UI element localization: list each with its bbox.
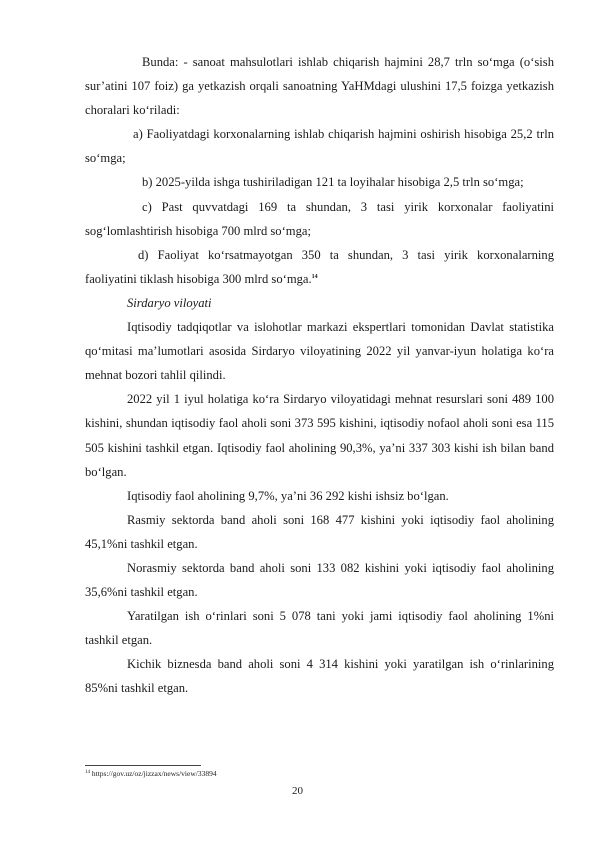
paragraph-small-business: Kichik biznesda band aholi soni 4 314 kishini yoki yaratilgan ish o‘rinlarining 85%ni tashkil etgan. [85, 657, 554, 696]
body-text [85, 50, 554, 701]
footnote-reference: 14 [311, 273, 318, 280]
paragraph-unemployed: Iqtisodiy faol aholining 9,7%, ya’ni 36 292 kishi ishsiz bo‘lgan. [127, 488, 449, 503]
footnote-separator [85, 765, 201, 766]
paragraph-intro: Bunda: - sanoat mahsulotlari ishlab chiqarish hajmini 28,7 trln so‘mga (o‘sish sur’atini 107 foiz) ga yetkazish orqali sanoatning YaHMdagi ulushini 17,5 foizga yetkazish choralari ko‘riladi: [85, 55, 554, 118]
paragraph-formal-sector: Rasmiy sektorda band aholi soni 168 477 kishini yoki iqtisodiy faol aholining 45,1%ni tashkil etgan. [85, 512, 554, 551]
paragraph-labor-analysis: Iqtisodiy tadqiqotlar va islohotlar markazi ekspertlari tomonidan Davlat statistika qo‘mitasi ma’lumotlari asosida Sirdaryo viloyatining 2022 yil yanvar-iyun holatiga ko‘ra mehnat bozori tahlil qilindi. [85, 320, 554, 383]
paragraph-item-d [85, 243, 554, 291]
section-heading: Sirdaryo viloyati [127, 295, 212, 310]
page-number: 20 [292, 785, 303, 797]
footnote [85, 769, 217, 779]
footnote-link[interactable]: https://gov.uz/oz/jizzax/news/view/33894 [90, 769, 217, 778]
paragraph-new-jobs: Yaratilgan ish o‘rinlari soni 5 078 tani yoki jami iqtisodiy faol aholining 1%ni tashkil etgan. [85, 609, 554, 648]
footnote-marker: 14 [85, 770, 90, 775]
paragraph-informal-sector: Norasmiy sektorda band aholi soni 133 082 kishini yoki iqtisodiy faol aholining 35,6%ni tashkil etgan. [85, 560, 554, 600]
paragraph-labor-resources: 2022 yil 1 iyul holatiga ko‘ra Sirdaryo viloyatidagi mehnat resurslari soni 489 100 kishini, shundan iqtisodiy faol aholi soni 373 595 kishini, iqtisodiy nofaol aholi soni esa 115 505 kishini tashkil etgan. Iqtisodiy faol aholining 90,3%, ya’ni 337 303 kishi ish bilan band bo‘lgan. [85, 392, 554, 479]
paragraph-item-c: c) Past quvvatdagi 169 ta shundan, 3 tasi yirik korxonalar faoliyatini sog‘lomlashtirish hisobiga 700 mlrd so‘mga; [85, 199, 554, 238]
paragraph-item-d-text: d) Faoliyat ko‘rsatmayotgan 350 ta shundan, 3 tasi yirik korxonalarning faoliyatini tiklash hisobiga 300 mlrd so‘mga. [85, 247, 554, 286]
paragraph-item-a: a) Faoliyatdagi korxonalarning ishlab chiqarish hajmini oshirish hisobiga 25,2 trln so‘mga; [85, 127, 554, 166]
paragraph-item-b: b) 2025-yilda ishga tushiriladigan 121 ta loyihalar hisobiga 2,5 trln so‘mga; [142, 175, 524, 190]
